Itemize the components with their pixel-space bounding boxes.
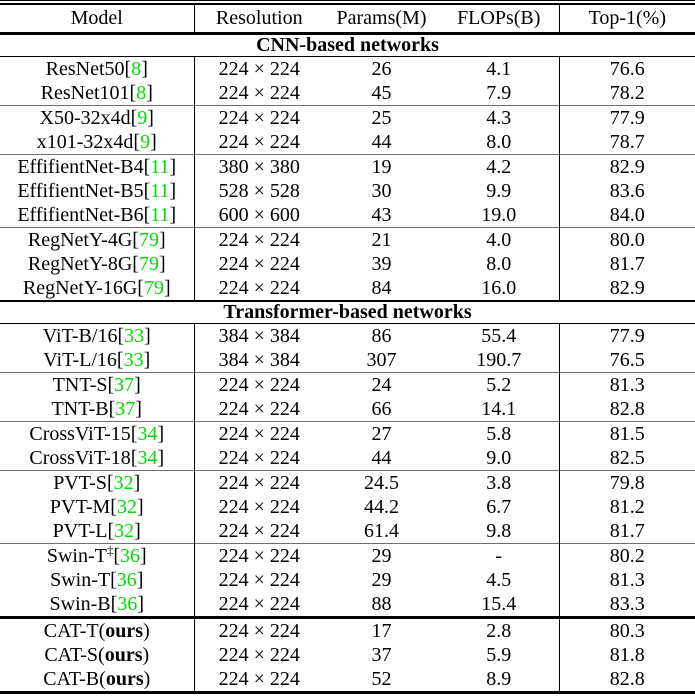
resolution-cell: 380 × 380 (194, 154, 324, 179)
citation-link: 32 (116, 495, 137, 518)
dagger-marker: ‡ (106, 543, 114, 557)
model-cell: x101-32x4d[9] (0, 130, 194, 155)
params-cell: 66 (371, 397, 392, 420)
params-cell: 37 (371, 643, 392, 666)
params-cell: 17 (324, 617, 439, 643)
top1-cell: 81.3 (559, 372, 695, 397)
model-name: CAT-B (43, 667, 100, 690)
model-cell: EffifientNet-B4[11] (0, 154, 194, 179)
top1-cell: 79.8 (559, 470, 695, 495)
table-row (0, 203, 695, 228)
flops-cell: 4.1 (486, 57, 512, 80)
resolution-cell: 600 × 600 (218, 203, 300, 226)
flops-cell: 4.3 (439, 105, 559, 130)
flops-cell: 4.0 (439, 227, 559, 252)
flops-cell: 16.0 (481, 276, 517, 299)
table-row (0, 154, 695, 179)
model-cell: TNT-S[37] (0, 372, 194, 397)
params-cell: 26 (371, 57, 392, 80)
top1-cell: 81.3 (559, 568, 695, 592)
section-header-row (0, 33, 695, 56)
resolution-cell: 528 × 528 (218, 179, 300, 202)
params-cell: 19 (324, 154, 439, 179)
citation-link: 8 (131, 57, 142, 80)
params-cell: 43 (371, 203, 392, 226)
top1-cell: 82.5 (559, 446, 695, 471)
table-row (0, 667, 695, 693)
citation-link: 9 (140, 130, 151, 153)
flops-cell: 4.2 (439, 154, 559, 179)
flops-cell: 15.4 (481, 592, 517, 615)
model-name: RegNetY-8G (27, 252, 133, 275)
model-name: RegNetY-4G (27, 228, 133, 251)
resolution-cell: 224 × 224 (218, 57, 300, 80)
citation-link: 36 (116, 568, 137, 591)
table-row (0, 397, 695, 422)
resolution-cell: 224 × 224 (218, 568, 300, 591)
model-cell: ResNet50[8] (0, 56, 194, 81)
resolution-cell: 384 × 384 (218, 348, 300, 371)
model-cell: PVT-M[32] (0, 495, 194, 519)
model-name: Swin-T (46, 544, 107, 567)
section-title: Transformer-based networks (0, 301, 695, 324)
table-row (0, 617, 695, 643)
top1-cell: 78.7 (559, 130, 695, 155)
table-row (0, 543, 695, 568)
model-name: TNT-S (52, 373, 108, 396)
top1-cell: 82.8 (559, 397, 695, 422)
model-name: x101-32x4d (36, 130, 134, 153)
citation-link: 79 (138, 228, 159, 251)
model-name: EffifientNet-B6 (17, 203, 144, 226)
table-row (0, 252, 695, 276)
citation-link: 11 (150, 203, 170, 226)
table-row (0, 179, 695, 203)
ours-label: ours (104, 643, 143, 666)
resolution-cell: 224 × 224 (194, 543, 324, 568)
model-name: Swin-T (50, 568, 111, 591)
top1-cell: 76.5 (559, 348, 695, 373)
flops-cell: 3.8 (439, 470, 559, 495)
resolution-cell: 224 × 224 (218, 495, 300, 518)
section-title: CNN-based networks (0, 33, 695, 56)
params-cell: 86 (371, 324, 392, 347)
model-cell: PVT-S[32] (0, 470, 194, 495)
citation-link: 34 (137, 422, 158, 445)
citation-link: 33 (123, 348, 144, 371)
flops-cell: 6.7 (486, 495, 512, 518)
top1-cell: 81.7 (559, 252, 695, 276)
model-cell: Swin-B[36] (0, 592, 194, 618)
params-cell: 24.5 (324, 470, 439, 495)
model-cell: RegNetY-16G[79] (0, 276, 194, 301)
model-name: CAT-T (43, 619, 99, 642)
resolution-cell: 224 × 224 (218, 519, 300, 542)
table-row (0, 495, 695, 519)
resolution-cell: 224 × 224 (218, 252, 300, 275)
params-cell: 24 (324, 372, 439, 397)
model-cell: Swin-T[36] (0, 568, 194, 592)
flops-cell: 8.0 (486, 252, 512, 275)
model-name: ResNet101 (40, 81, 130, 104)
citation-link: 37 (115, 397, 136, 420)
model-name: CAT-S (44, 643, 99, 666)
model-name: X50-32x4d (39, 106, 131, 129)
table-row (0, 421, 695, 446)
column-header-resolution: Resolution (215, 6, 303, 29)
top1-cell: 81.7 (559, 519, 695, 544)
top1-cell: 80.3 (559, 617, 695, 643)
top1-cell: 77.9 (559, 105, 695, 130)
citation-link: 11 (150, 179, 170, 202)
section-header-row (0, 301, 695, 324)
citation-link: 36 (120, 544, 140, 567)
model-name: PVT-S (53, 471, 107, 494)
model-name: PVT-M (49, 495, 111, 518)
params-cell: 30 (371, 179, 392, 202)
resolution-cell: 224 × 224 (218, 643, 300, 666)
model-cell: ViT-B/16[33] (0, 323, 194, 348)
flops-cell: 5.9 (486, 643, 512, 666)
table-row (0, 470, 695, 495)
top1-cell: 81.2 (559, 495, 695, 519)
top1-cell: 82.9 (559, 154, 695, 179)
params-cell: 29 (371, 568, 392, 591)
citation-link: 32 (114, 519, 135, 542)
resolution-cell: 224 × 224 (194, 105, 324, 130)
table-row (0, 568, 695, 592)
top1-cell: 80.2 (559, 543, 695, 568)
citation-link: 34 (137, 446, 158, 469)
model-cell: TNT-B[37] (0, 397, 194, 422)
params-cell: 39 (371, 252, 392, 275)
resolution-cell: 224 × 224 (194, 617, 324, 643)
top1-cell: 84.0 (559, 203, 695, 228)
flops-cell: 8.0 (486, 130, 512, 153)
table-row (0, 81, 695, 106)
params-cell: 307 (366, 348, 397, 371)
model-cell: RegNetY-4G[79] (0, 227, 194, 252)
citation-link: 79 (143, 276, 164, 299)
resolution-cell: 224 × 224 (194, 421, 324, 446)
citation-link: 79 (138, 252, 159, 275)
flops-cell: 5.2 (439, 372, 559, 397)
resolution-cell: 224 × 224 (218, 397, 300, 420)
flops-cell: 5.8 (439, 421, 559, 446)
params-cell: 88 (371, 592, 392, 615)
ours-label: ours (105, 667, 144, 690)
flops-cell: - (439, 543, 559, 568)
resolution-cell: 384 × 384 (218, 324, 300, 347)
model-cell: X50-32x4d[9] (0, 105, 194, 130)
model-cell: EffifientNet-B6[11] (0, 203, 194, 228)
model-name: Swin-B (49, 592, 111, 615)
resolution-cell: 224 × 224 (218, 667, 300, 690)
results-table (0, 3, 695, 694)
table-body (0, 33, 695, 692)
params-cell: 84 (371, 276, 392, 299)
table-row (0, 105, 695, 130)
table-row (0, 130, 695, 155)
model-cell: ViT-L/16[33] (0, 348, 194, 373)
flops-cell: 8.9 (486, 667, 512, 690)
model-cell: RegNetY-8G[79] (0, 252, 194, 276)
citation-link: 11 (150, 155, 170, 178)
flops-cell: 55.4 (481, 324, 517, 347)
model-cell: CAT-S(ours) (0, 643, 194, 667)
resolution-cell: 224 × 224 (218, 592, 300, 615)
citation-link: 36 (117, 592, 138, 615)
top1-cell: 80.0 (559, 227, 695, 252)
model-name: PVT-L (52, 519, 108, 542)
model-name: ViT-L/16 (43, 348, 117, 371)
table-row (0, 519, 695, 544)
model-name: CrossViT-15 (29, 422, 131, 445)
model-cell: EffifientNet-B5[11] (0, 179, 194, 203)
model-name: EffifientNet-B5 (17, 179, 144, 202)
top1-cell: 83.3 (559, 592, 695, 618)
table-row (0, 348, 695, 373)
flops-cell: 9.8 (486, 519, 512, 542)
model-name: CrossViT-18 (29, 446, 131, 469)
flops-cell: 9.0 (486, 446, 512, 469)
model-cell: Swin-T‡[36] (0, 543, 194, 568)
header-row (0, 4, 695, 34)
table-row (0, 446, 695, 471)
params-cell: 21 (324, 227, 439, 252)
params-cell: 61.4 (364, 519, 399, 542)
model-name: ViT-B/16 (42, 324, 118, 347)
params-cell: 44 (371, 130, 392, 153)
model-name: EffifientNet-B4 (17, 155, 144, 178)
column-header-params: Params(M) (336, 6, 427, 29)
top1-cell: 76.6 (559, 56, 695, 81)
top1-cell: 82.8 (559, 667, 695, 693)
model-name: TNT-B (51, 397, 109, 420)
top1-cell: 81.8 (559, 643, 695, 667)
flops-cell: 7.9 (486, 81, 512, 104)
top1-cell: 77.9 (559, 323, 695, 348)
model-cell: CrossViT-15[34] (0, 421, 194, 446)
model-cell: CAT-T(ours) (0, 617, 194, 643)
top1-cell: 83.6 (559, 179, 695, 203)
top1-cell: 81.5 (559, 421, 695, 446)
ours-label: ours (105, 619, 144, 642)
params-cell: 52 (371, 667, 392, 690)
citation-link: 37 (114, 373, 135, 396)
table-row (0, 643, 695, 667)
model-name: ResNet50 (45, 57, 125, 80)
flops-cell: 9.9 (486, 179, 512, 202)
citation-link: 8 (136, 81, 147, 104)
table-row (0, 56, 695, 81)
top1-cell: 82.9 (559, 276, 695, 301)
params-cell: 25 (324, 105, 439, 130)
table-row (0, 372, 695, 397)
top1-cell: 78.2 (559, 81, 695, 106)
table-row (0, 592, 695, 618)
resolution-cell: 224 × 224 (218, 130, 300, 153)
flops-cell: 2.8 (439, 617, 559, 643)
model-name: RegNetY-16G (22, 276, 138, 299)
column-header-model: Model (0, 4, 194, 34)
flops-cell: 19.0 (481, 203, 517, 226)
citation-link: 9 (137, 106, 148, 129)
column-header-top1: Top-1(%) (559, 4, 695, 34)
model-cell: ResNet101[8] (0, 81, 194, 106)
flops-cell: 4.5 (486, 568, 512, 591)
params-cell: 45 (371, 81, 392, 104)
citation-link: 33 (124, 324, 145, 347)
params-cell: 44 (371, 446, 392, 469)
model-cell: CAT-B(ours) (0, 667, 194, 693)
model-cell: PVT-L[32] (0, 519, 194, 544)
flops-cell: 190.7 (476, 348, 522, 371)
column-header-flops: FLOPs(B) (457, 6, 541, 29)
table-row (0, 276, 695, 301)
params-cell: 27 (324, 421, 439, 446)
resolution-cell: 224 × 224 (194, 227, 324, 252)
params-cell: 29 (324, 543, 439, 568)
resolution-cell: 224 × 224 (218, 81, 300, 104)
resolution-cell: 224 × 224 (218, 446, 300, 469)
resolution-cell: 224 × 224 (194, 470, 324, 495)
resolution-cell: 224 × 224 (218, 276, 300, 299)
resolution-cell: 224 × 224 (194, 372, 324, 397)
citation-link: 32 (113, 471, 134, 494)
model-cell: CrossViT-18[34] (0, 446, 194, 471)
params-cell: 44.2 (364, 495, 399, 518)
flops-cell: 14.1 (481, 397, 517, 420)
table-row (0, 323, 695, 348)
table-row (0, 227, 695, 252)
